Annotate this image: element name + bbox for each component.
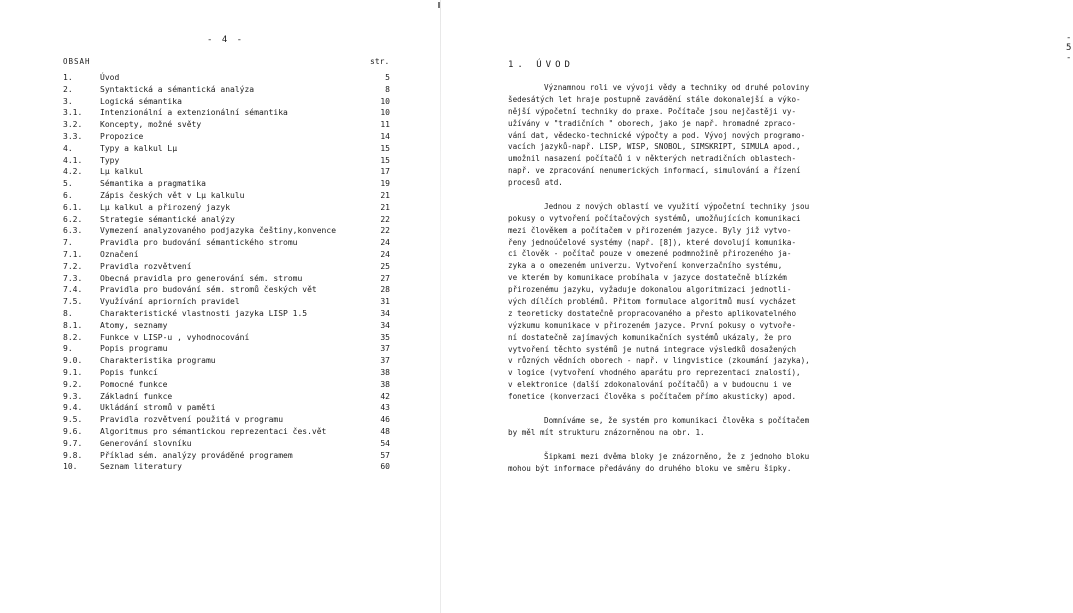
toc-entry [0, 261, 440, 273]
page-number-left: - 4 - [207, 35, 245, 45]
text-line: v různých vědních oborech - např. v lingvistice (zkoumání jazyka), [508, 356, 810, 366]
toc-entry-title: Úvod [100, 73, 120, 82]
toc-entry [0, 367, 440, 379]
toc-entry [0, 155, 440, 167]
toc-entry [0, 237, 440, 249]
text-line: zyka a o omezeném univerzu. Vytvoření konverzačního systému, [508, 261, 783, 271]
toc-entry-title: Označení [100, 249, 139, 259]
toc-entry [0, 273, 440, 285]
toc-entry-page: 21 [380, 190, 390, 200]
text-line: šedesátých let hraje postupně zavádění stále dokonalejší a výko- [508, 94, 801, 104]
toc-entry-page: 25 [380, 261, 390, 271]
toc-entry-title: Intenzionální a extenzionální sémantika [100, 108, 288, 118]
toc-entry-number: 7. [63, 238, 73, 248]
toc-entry-title: Syntaktická a sémantická analýza [100, 84, 255, 94]
text-line: např. ve zpracování nenumerických informací, simulování a řízení [508, 166, 801, 176]
toc-entry-title: Koncepty, možné světy [100, 120, 202, 130]
toc-entry [0, 461, 440, 473]
toc-entry [0, 131, 440, 143]
toc-entry-page: 31 [380, 297, 390, 307]
toc-entry-number: 4.1. [63, 155, 83, 165]
toc-entry-page: 8 [385, 84, 390, 94]
toc-entry-number: 9.6. [63, 426, 83, 436]
toc-entry [0, 143, 440, 155]
toc-entry [0, 402, 440, 414]
toc-entry-title: Atomy, seznamy [100, 320, 168, 330]
toc-entry-number: 9.0. [63, 356, 83, 366]
toc-entry-page: 48 [380, 426, 390, 436]
toc-entry-number: 7.4. [63, 285, 83, 295]
toc-entry-title: Pravidla rozvětvení [100, 261, 192, 271]
toc-entry-title: Funkce v LISP-u , vyhodnocování [100, 332, 250, 342]
toc-entry-page: 19 [380, 179, 390, 189]
toc-entry-page: 37 [380, 356, 390, 366]
toc-entry-title: Sémantika a pragmatika [100, 179, 206, 189]
toc-entry-title: Pravidla pro budování sém. stromů českých vět [100, 285, 317, 295]
toc-entry-page: 37 [380, 344, 390, 354]
toc-entry-title: Obecná pravidla pro generování sém. stromu [100, 273, 303, 283]
toc-entry-page: 22 [380, 214, 390, 224]
toc-entry [0, 96, 440, 108]
toc-entry-page: 15 [380, 155, 390, 165]
toc-entry-title: Pravidla pro budování sémantického stromu [100, 238, 298, 248]
toc-entry-page: 54 [380, 438, 390, 448]
toc-entry-number: 3.2. [63, 120, 83, 130]
toc-entry-title: Seznam literatury [100, 462, 182, 472]
toc-entry-title: Vymezení analyzovaného podjazyka češtiny,konvence [100, 226, 337, 236]
toc-entry [0, 225, 440, 237]
toc-entry-page: 34 [380, 320, 390, 330]
text-line: Jednou z nových oblastí ve využití výpočetní techniky jsou [544, 201, 810, 211]
text-line: procesů atd. [508, 178, 563, 188]
toc-entry-number: 6.2. [63, 214, 83, 224]
toc-entry-title: Strategie sémantické analýzy [100, 214, 235, 224]
toc-entry-title: Příklad sém. analýzy prováděné programem [100, 450, 293, 460]
text-line: mezi člověkem a počítačem v přirozeném jazyce. Byly již vytvo- [508, 225, 792, 235]
toc-list [0, 72, 440, 473]
toc-entry-number: 3.1. [63, 108, 83, 118]
toc-entry-number: 3.3. [63, 131, 83, 141]
toc-entry [0, 438, 440, 450]
text-line: nější výpočetní techniky do praxe. Počítače jsou nejčastěji vy- [508, 106, 797, 116]
toc-entry-title: Charakteristika programu [100, 356, 216, 366]
toc-entry [0, 119, 440, 131]
text-line: vacích jazyků-např. LISP, WISP, SNOBOL, SIMSKRIPT, SIMULA apod., [508, 142, 801, 152]
toc-entry [0, 391, 440, 403]
toc-entry-number: 9. [63, 344, 73, 354]
toc-entry [0, 72, 440, 84]
toc-entry-number: 9.3. [63, 391, 83, 401]
toc-entry [0, 426, 440, 438]
toc-entry-title: Popis funkcí [100, 367, 158, 377]
toc-entry-title: Využívání apriorních pravidel [100, 297, 240, 307]
toc-entry [0, 84, 440, 96]
paragraph-gap [508, 403, 854, 415]
toc-entry-title: Propozice [100, 131, 144, 141]
toc-entry [0, 355, 440, 367]
toc-entry-number: 3. [63, 96, 73, 106]
text-line: vytvoření těchto systémů je nutná integrace výsledků dosažených [508, 344, 797, 354]
toc-entry-page: 10 [380, 96, 390, 106]
toc-entry-title: Popis programu [100, 344, 168, 354]
toc-entry-number: 9.4. [63, 403, 83, 413]
toc-entry-number: 7.2. [63, 261, 83, 271]
toc-entry-title: Typy a kalkul Lμ [100, 143, 178, 153]
toc-entry-number: 6.3. [63, 226, 83, 236]
toc-entry-page: 5 [385, 73, 390, 82]
toc-entry-number: 9.8. [63, 450, 83, 460]
toc-entry [0, 450, 440, 462]
text-line: Šipkami mezi dvěma bloky je znázorněno, že z jednoho bloku [544, 451, 810, 461]
text-line: Významnou roli ve vývoji vědy a techniky od druhé poloviny [544, 83, 810, 92]
toc-entry-page: 35 [380, 332, 390, 342]
text-line: umožnil nasazení počítačů i v některých netradičních oblastech- [508, 154, 797, 164]
text-line: řeny jednoúčelové systémy (např. [8]), které dovolují komunika- [508, 237, 797, 247]
toc-entry [0, 178, 440, 190]
toc-entry-page: 14 [380, 131, 390, 141]
toc-entry [0, 343, 440, 355]
toc-entry-page: 38 [380, 367, 390, 377]
text-line: výzkumu komunikace v přirozeném jazyce. První pokusy o vytvoře- [508, 320, 797, 330]
toc-entry-title: Pomocné funkce [100, 379, 168, 389]
toc-entry-number: 9.5. [63, 415, 83, 425]
toc-entry-number: 7.3. [63, 273, 83, 283]
toc-entry-page: 43 [380, 403, 390, 413]
toc-entry-title: Základní funkce [100, 391, 173, 401]
toc-entry-number: 6. [63, 190, 73, 200]
toc-entry-title: Lμ kalkul [100, 167, 144, 177]
toc-entry-page: 57 [380, 450, 390, 460]
toc-entry-number: 7.5. [63, 297, 83, 307]
paragraph-gap [508, 439, 854, 451]
text-line: vých dílčích problémů. Přitom formulace algoritmů musí vycházet [508, 297, 797, 307]
toc-entry-page: 34 [380, 308, 390, 318]
toc-entry-title: Ukládání stromů v paměti [100, 403, 216, 413]
toc-heading: OBSAH [63, 57, 91, 66]
toc-entry-title: Lμ kalkul a přirozený jazyk [100, 202, 231, 212]
toc-entry-page: 60 [380, 462, 390, 472]
toc-entry-number: 7.1. [63, 249, 83, 259]
left-page [0, 0, 440, 613]
toc-entry-number: 9.7. [63, 438, 83, 448]
toc-entry [0, 414, 440, 426]
toc-entry [0, 190, 440, 202]
toc-entry-number: 4.2. [63, 167, 83, 177]
toc-entry [0, 320, 440, 332]
toc-entry-page: 22 [380, 226, 390, 236]
toc-entry [0, 308, 440, 320]
toc-entry-number: 9.2. [63, 379, 83, 389]
toc-entry-title: Typy [100, 155, 120, 165]
toc-entry-title: Algoritmus pro sémantickou reprezentaci čes.vět [100, 426, 327, 436]
toc-entry-page: 10 [380, 108, 390, 118]
toc-entry-number: 8.2. [63, 332, 83, 342]
text-line: užívány v "tradičních " oborech, jako je např. hromadné zpraco- [508, 118, 797, 128]
text-line: by měl mít strukturu znázorněnou na obr. 1. [508, 427, 705, 437]
toc-entry-page: 24 [380, 249, 390, 259]
toc-entry-number: 6.1. [63, 202, 83, 212]
text-line: přirozenému jazyku, vyžaduje dokonalou algoritmizaci jednotli- [508, 285, 792, 295]
text-line: v logice (vytvoření vhodného aparátu pro reprezentaci znalostí), [508, 368, 801, 378]
text-line: mohou být informace předávány do druhého bloku ve směru šipky. [508, 463, 792, 473]
text-line: ní dostatečně zajímavých komunikačních systémů ukázaly, že pro [508, 332, 792, 342]
text-line: pokusy o vytvoření počítačových systémů, umožňujících komunikaci [508, 213, 801, 223]
text-line: z teoreticky dostatečně propracovaného a přesto aplikovatelného [508, 308, 797, 318]
toc-entry [0, 249, 440, 261]
toc-entry-number: 2. [63, 84, 73, 94]
text-line: fonetice (konverzaci člověka s počítačem přímo akusticky) apod. [508, 392, 797, 402]
toc-entry-number: 5. [63, 179, 73, 189]
toc-entry-page: 17 [380, 167, 390, 177]
toc-entry-title: Charakteristické vlastnosti jazyka LISP 1.5 [100, 308, 308, 318]
toc-entry [0, 107, 440, 119]
toc-entry-number: 9.1. [63, 367, 83, 377]
toc-entry [0, 202, 440, 214]
text-line: ci člověk - počítač pouze v omezené podmnožině přirozeného ja- [508, 249, 792, 259]
toc-entry [0, 379, 440, 391]
text-line: vání dat, vědecko-technické výpočty a pod. Vývoj nových programo- [508, 130, 806, 140]
toc-entry-page: 42 [380, 391, 390, 401]
toc-entry [0, 214, 440, 226]
toc-entry-number: 4. [63, 143, 73, 153]
toc-entry-page: 28 [380, 285, 390, 295]
text-line: ve kterém by komunikace probíhala v jazyce dostatečně blízkém [508, 273, 787, 283]
page-number-right: - 5 - [1066, 33, 1073, 63]
paragraph-gap [508, 189, 854, 201]
toc-entry-title: Pravidla rozvětvení použitá v programu [100, 415, 284, 425]
text-line: Domníváme se, že systém pro komunikaci člověka s počítačem [544, 415, 810, 425]
toc-entry-page: 24 [380, 238, 390, 248]
toc-page-column-label: str. [370, 57, 390, 66]
toc-entry-page: 46 [380, 415, 390, 425]
toc-entry-number: 1. [63, 73, 73, 82]
toc-entry [0, 296, 440, 308]
toc-entry-page: 15 [380, 143, 390, 153]
toc-entry-number: 8. [63, 308, 73, 318]
toc-entry [0, 284, 440, 296]
toc-entry-page: 38 [380, 379, 390, 389]
toc-entry-number: 10. [63, 462, 78, 472]
chapter-body [508, 82, 854, 474]
toc-entry-title: Generování slovníku [100, 438, 192, 448]
toc-entry-page: 21 [380, 202, 390, 212]
toc-entry [0, 332, 440, 344]
toc-entry-title: Logická sémantika [100, 96, 182, 106]
toc-entry [0, 166, 440, 178]
toc-entry-number: 8.1. [63, 320, 83, 330]
chapter-heading: 1. ÚVOD [508, 60, 574, 70]
toc-entry-title: Zápis českých vět v Lμ kalkulu [100, 190, 245, 200]
text-line: v elektronice (další zdokonalování počítačů) a v budoucnu i ve [508, 380, 792, 390]
toc-entry-page: 11 [380, 120, 390, 130]
toc-entry-page: 27 [380, 273, 390, 283]
